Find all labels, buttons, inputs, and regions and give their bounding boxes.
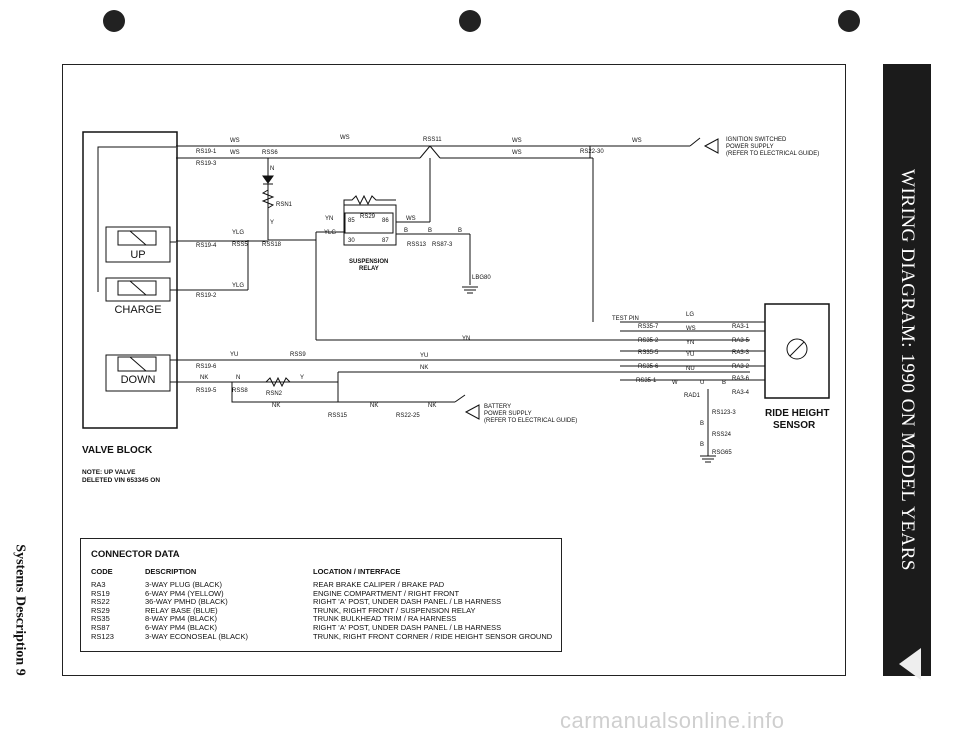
connector-table-cell: TRUNK, RIGHT FRONT / SUSPENSION RELAY bbox=[313, 605, 476, 615]
battery-supply-line3: (REFER TO ELECTRICAL GUIDE) bbox=[484, 418, 578, 424]
valve-note-line2: DELETED VIN 653345 ON bbox=[82, 477, 161, 484]
wire-label: TEST PIN bbox=[612, 316, 639, 322]
wire-label: RSS15 bbox=[328, 413, 348, 419]
connector-table-cell: 36-WAY PMHD (BLACK) bbox=[145, 597, 228, 607]
wire-label: NK bbox=[420, 365, 429, 371]
relay-base-label: RS29 bbox=[360, 214, 376, 220]
wire-label: RSS18 bbox=[262, 242, 282, 248]
wire-label: W bbox=[672, 380, 678, 386]
wire-label: RSS13 bbox=[407, 242, 427, 248]
wire-label: B bbox=[404, 228, 409, 234]
wire-label: RS35-7 bbox=[638, 324, 659, 330]
wire-label: RS19-3 bbox=[196, 161, 217, 167]
wire-label: YN bbox=[325, 216, 334, 222]
wire-label: LG bbox=[686, 312, 695, 318]
wire-label: WS bbox=[686, 326, 696, 332]
connector-table-cell: 6-WAY PM4 (YELLOW) bbox=[145, 588, 224, 598]
wire-label: YLG bbox=[324, 230, 337, 236]
connector-table-cell: RELAY BASE (BLUE) bbox=[145, 605, 218, 615]
connector-table-cell: RS22 bbox=[91, 597, 110, 607]
ignition-supply-line3: (REFER TO ELECTRICAL GUIDE) bbox=[726, 151, 820, 157]
wire-label: NK bbox=[200, 375, 209, 381]
connector-table-cell: RS19 bbox=[91, 588, 110, 598]
wire-label: N bbox=[270, 166, 275, 172]
relay-pin-86: 86 bbox=[382, 218, 389, 224]
wire-label: RS19-6 bbox=[196, 364, 217, 370]
connector-table-cell: RS29 bbox=[91, 605, 110, 615]
side-title-text: WIRING DIAGRAM: 1990 ON MODEL YEARS bbox=[897, 169, 919, 571]
wire-label: RS22-30 bbox=[580, 149, 604, 155]
wire-label: YU bbox=[686, 352, 695, 358]
wire-label: B bbox=[458, 228, 463, 234]
connector-table-cell: 3-WAY PLUG (BLACK) bbox=[145, 580, 222, 589]
battery-supply-line2: POWER SUPPLY bbox=[484, 411, 532, 417]
relay-pin-85: 85 bbox=[348, 218, 355, 224]
wire-label: RA3-6 bbox=[732, 376, 750, 382]
wire-label: RA3-3 bbox=[732, 350, 750, 356]
wire-label: B bbox=[428, 228, 433, 234]
connector-data-box bbox=[80, 538, 562, 652]
wire-label: RAD1 bbox=[684, 393, 701, 399]
wire-label: Y bbox=[270, 220, 275, 226]
wire-label: RSS24 bbox=[712, 432, 732, 438]
wire-label: N bbox=[236, 375, 241, 381]
connector-table-cell: 8-WAY PM4 (BLACK) bbox=[145, 614, 217, 624]
relay-title-line1: SUSPENSION bbox=[349, 259, 389, 265]
connector-header-description: DESCRIPTION bbox=[145, 567, 197, 576]
connector-table-cell: 6-WAY PM4 (BLACK) bbox=[145, 623, 217, 632]
wire-label: RS35-2 bbox=[638, 338, 659, 344]
watermark: carmanualsonline.info bbox=[560, 708, 785, 733]
wire-label: RSS9 bbox=[290, 352, 306, 358]
solenoid-down-label: DOWN bbox=[120, 374, 156, 386]
wire-label: RSS8 bbox=[232, 388, 248, 394]
connector-data-title: CONNECTOR DATA bbox=[91, 549, 180, 560]
valve-block-title: VALVE BLOCK bbox=[82, 445, 153, 456]
wire-label: RA3-1 bbox=[732, 324, 750, 330]
wire-label: Y bbox=[300, 375, 305, 381]
wire-label: WS bbox=[632, 138, 642, 144]
wire-label: B bbox=[700, 442, 705, 448]
solenoid-charge-label: CHARGE bbox=[114, 304, 162, 316]
wire-label: YLG bbox=[232, 283, 245, 289]
connector-table-cell: RS87 bbox=[91, 623, 110, 632]
connector-table-cell: TRUNK, RIGHT FRONT CORNER / RIDE HEIGHT SENSOR GROUND bbox=[313, 631, 553, 641]
ignition-supply-line2: POWER SUPPLY bbox=[726, 144, 774, 150]
sensor-title-line2: SENSOR bbox=[773, 420, 816, 431]
wire-label: WS bbox=[230, 150, 240, 156]
connector-table-cell: TRUNK BULKHEAD TRIM / RA HARNESS bbox=[313, 614, 457, 624]
wire-label: RS19-2 bbox=[196, 293, 217, 299]
wire-label: LBG80 bbox=[472, 275, 491, 281]
wire-label: U bbox=[700, 380, 705, 386]
wire-label: WS bbox=[406, 216, 416, 222]
sensor-title-line1: RIDE HEIGHT bbox=[765, 408, 830, 419]
wire-label: NK bbox=[370, 403, 379, 409]
relay-title-line2: RELAY bbox=[359, 266, 379, 272]
wire-label: WS bbox=[230, 138, 240, 144]
connector-table-cell: RIGHT 'A' POST, UNDER DASH PANEL / LB HARNESS bbox=[313, 623, 502, 632]
wire-label: YLG bbox=[232, 230, 245, 236]
connector-header-location: LOCATION / INTERFACE bbox=[313, 567, 401, 576]
wire-label: YU bbox=[230, 352, 239, 358]
wire-label: NK bbox=[272, 403, 281, 409]
connector-table-cell: RIGHT 'A' POST, UNDER DASH PANEL / LB HARNESS bbox=[313, 597, 502, 607]
wire-label: RS123-3 bbox=[712, 410, 736, 416]
wire-label: RSG65 bbox=[712, 450, 732, 456]
wire-label: RA3-4 bbox=[732, 390, 750, 396]
wire-label: RSN2 bbox=[266, 391, 283, 397]
wire-label: RS19-1 bbox=[196, 149, 217, 155]
wire-label: B bbox=[722, 380, 727, 386]
connector-table-cell: RS35 bbox=[91, 614, 110, 624]
wire-label: RSN1 bbox=[276, 202, 293, 208]
connector-table-cell: ENGINE COMPARTMENT / RIGHT FRONT bbox=[313, 588, 460, 598]
section-tab-icon bbox=[899, 648, 921, 680]
relay-pin-87: 87 bbox=[382, 238, 389, 244]
connector-header-code: CODE bbox=[91, 567, 113, 576]
wire-label: RSS5 bbox=[232, 242, 248, 248]
wire-label: WS bbox=[340, 135, 350, 141]
battery-supply-line1: BATTERY bbox=[484, 404, 512, 410]
wire-label: YU bbox=[420, 353, 429, 359]
side-title bbox=[883, 64, 931, 676]
ignition-supply-line1: IGNITION SWITCHED bbox=[726, 137, 787, 143]
wire-label: RS19-4 bbox=[196, 243, 217, 249]
wire-label: RS19-5 bbox=[196, 388, 217, 394]
solenoid-up-label: UP bbox=[130, 249, 146, 261]
connector-table-cell: RA3 bbox=[91, 580, 106, 589]
wire-label: RS35-5 bbox=[638, 350, 659, 356]
wire-label: NU bbox=[686, 366, 695, 372]
wire-label: RS35-1 bbox=[636, 378, 657, 384]
valve-note-line1: NOTE: UP VALVE bbox=[82, 469, 136, 476]
connector-table-cell: 3-WAY ECONOSEAL (BLACK) bbox=[145, 631, 248, 641]
connector-table-cell: REAR BRAKE CALIPER / BRAKE PAD bbox=[313, 580, 445, 589]
relay-pin-30: 30 bbox=[348, 238, 355, 244]
wire-label: RA3-5 bbox=[732, 338, 750, 344]
page-footer-text: Systems Description 9 bbox=[13, 544, 28, 676]
wire-label: YN bbox=[686, 340, 695, 346]
wire-label: RSS6 bbox=[262, 150, 278, 156]
wire-label: RS87-3 bbox=[432, 242, 453, 248]
wire-label: RA3-2 bbox=[732, 364, 750, 370]
wire-label: WS bbox=[512, 150, 522, 156]
wire-label: RSS11 bbox=[423, 137, 442, 143]
wire-label: WS bbox=[512, 138, 522, 144]
connector-table-cell: RS123 bbox=[91, 631, 114, 641]
wire-label: RS35-6 bbox=[638, 364, 659, 370]
wire-label: YN bbox=[462, 336, 471, 342]
page-footer-vertical bbox=[0, 500, 40, 720]
wire-label: B bbox=[700, 421, 705, 427]
wire-label: RS22-25 bbox=[396, 413, 420, 419]
wire-label: NK bbox=[428, 403, 437, 409]
